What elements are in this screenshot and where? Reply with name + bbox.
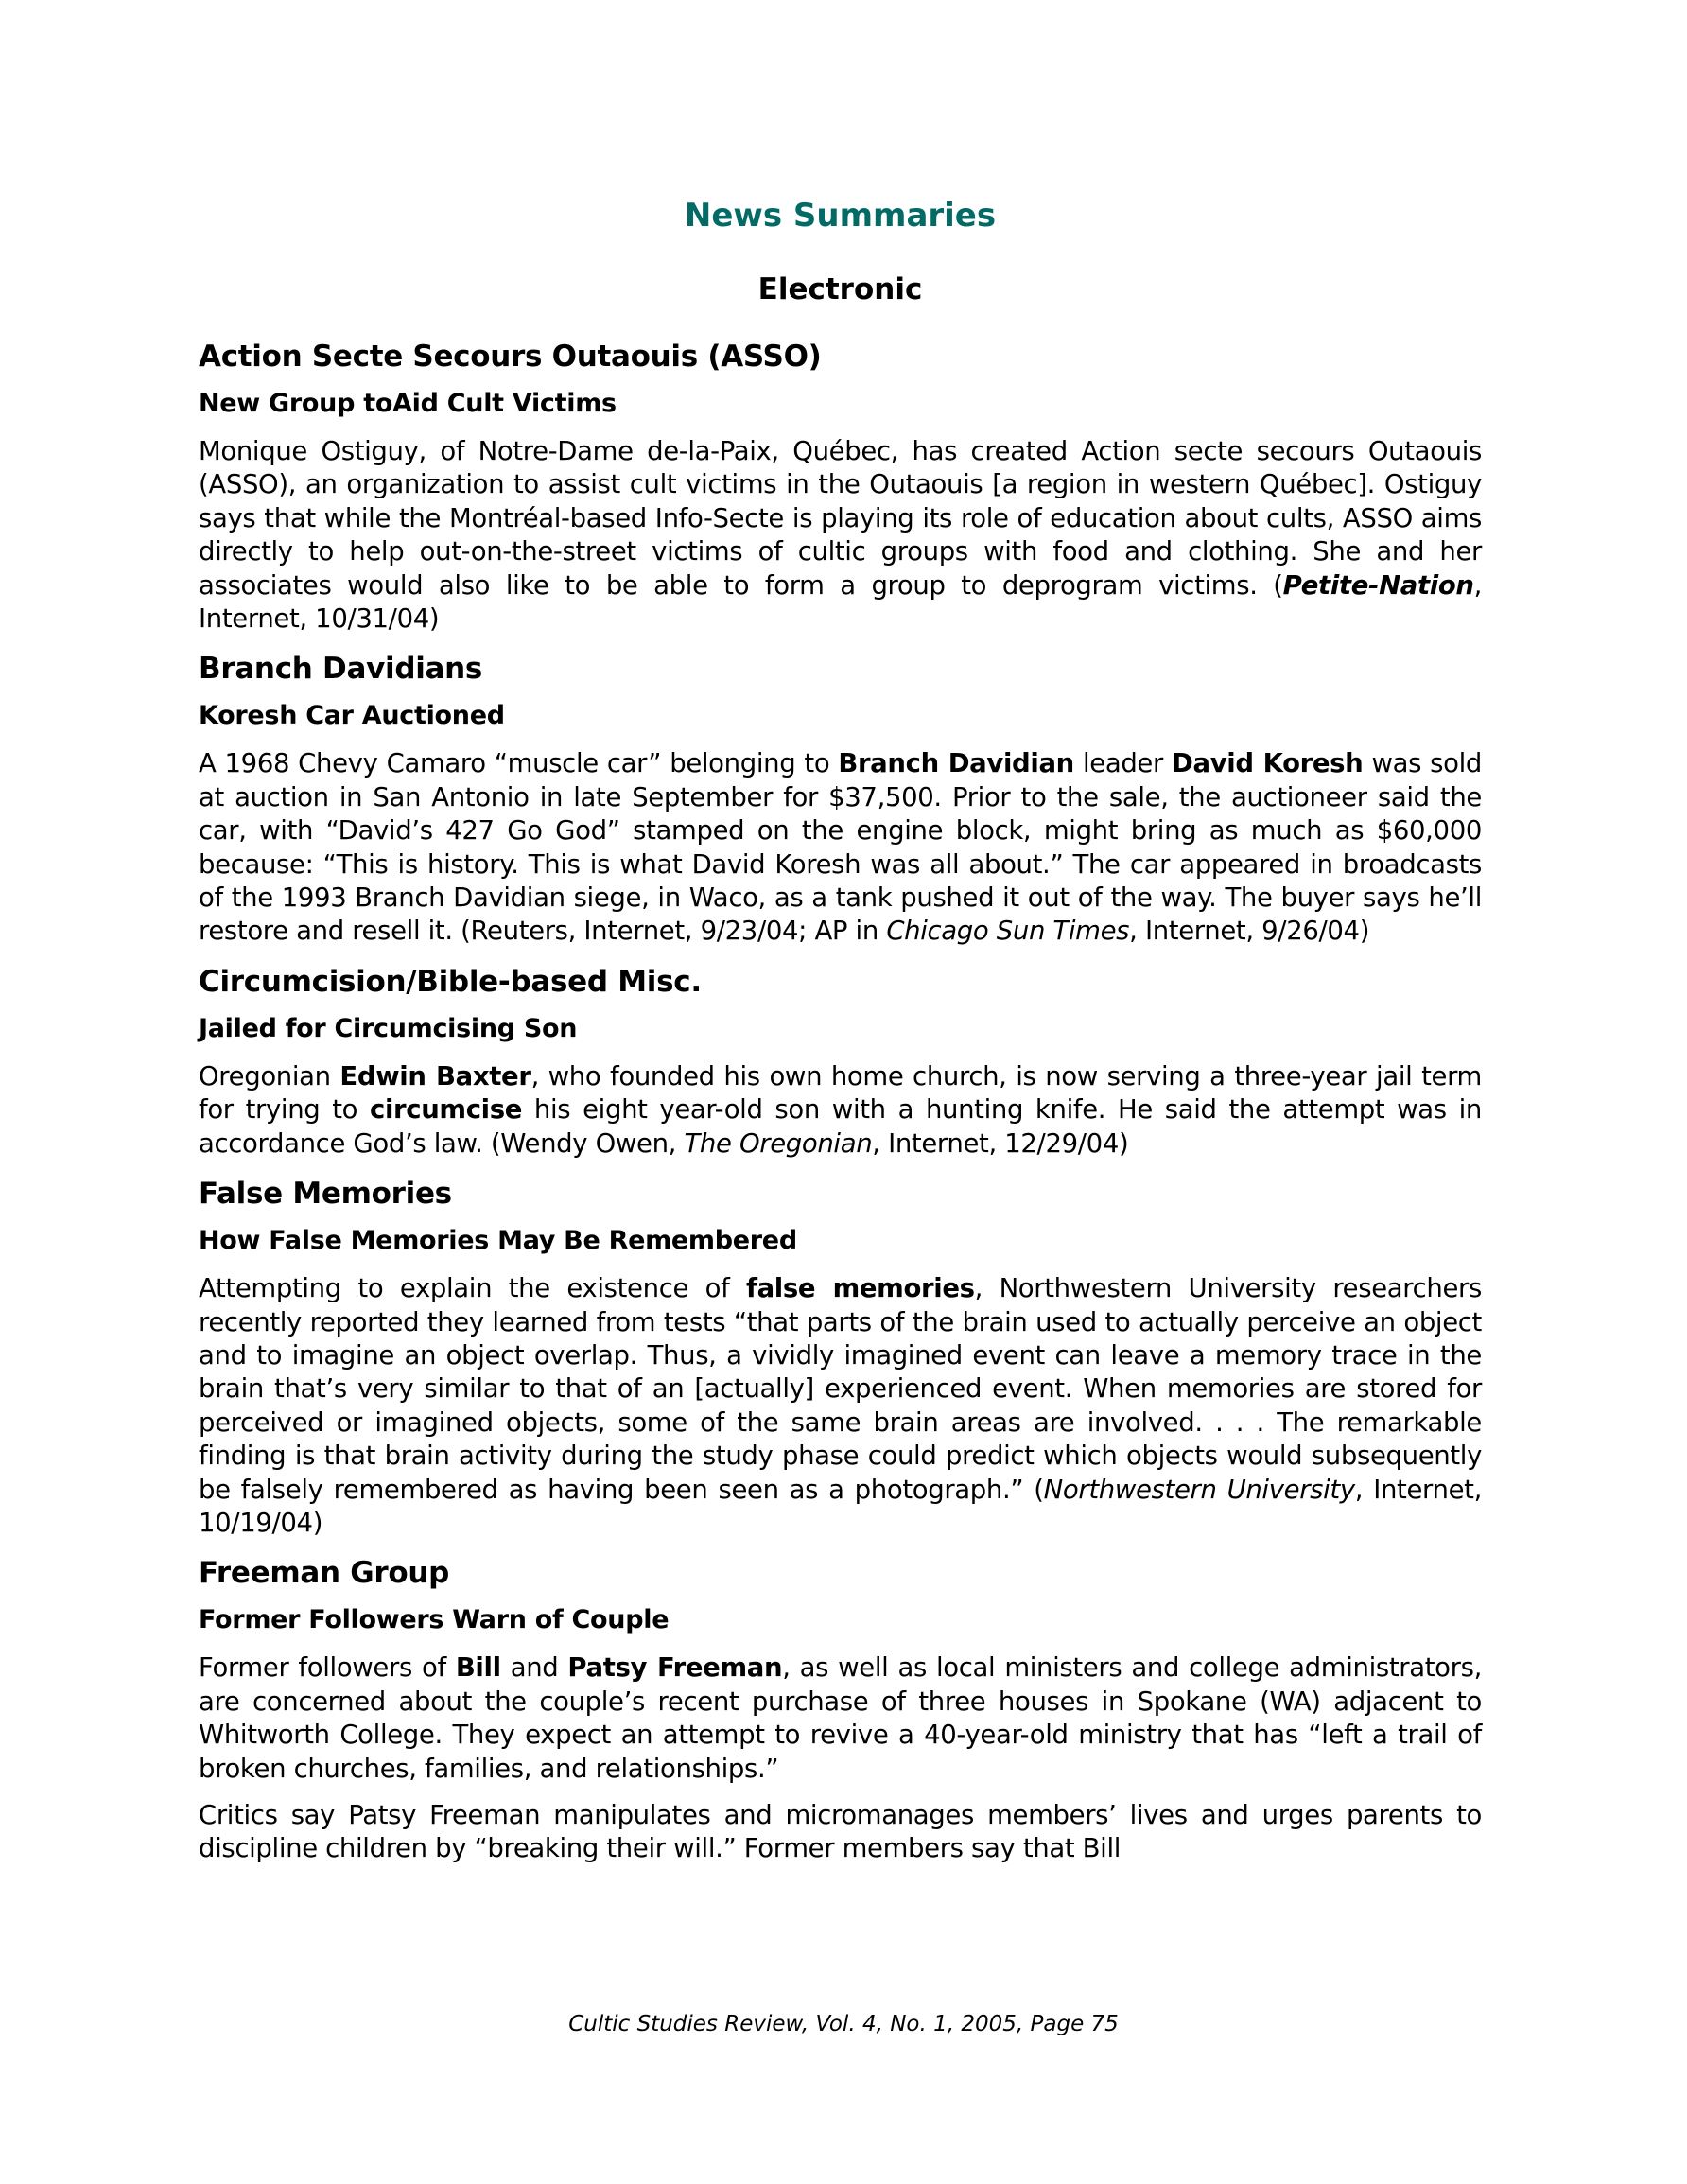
section-heading: Freeman Group xyxy=(199,1556,450,1591)
paragraph-text: , Internet, 10/31/04) xyxy=(199,569,1482,635)
article-headline: Jailed for Circumcising Son xyxy=(199,1013,578,1043)
paragraph-text: Former followers of xyxy=(199,1652,456,1684)
article-headline: New Group toAid Cult Victims xyxy=(199,389,617,418)
emphasized-term: Patsy Freeman xyxy=(567,1652,783,1684)
source-citation: The Oregonian xyxy=(684,1127,873,1159)
article-list xyxy=(199,337,1482,1879)
source-citation: Petite-Nation xyxy=(1282,569,1474,601)
article-headline: Koresh Car Auctioned xyxy=(199,701,505,731)
article-headline: How False Memories May Be Remembered xyxy=(199,1226,797,1256)
source-citation: Chicago Sun Times xyxy=(886,916,1130,947)
section-heading: Branch Davidians xyxy=(199,652,483,687)
article-paragraph xyxy=(199,1060,1482,1161)
news-section xyxy=(199,1553,1482,1865)
paragraph-text: Oregonian xyxy=(199,1060,340,1092)
article-headline: Former Followers Warn of Couple xyxy=(199,1605,670,1635)
paragraph-text: Monique Ostiguy, of Notre-Dame de-la-Paix, Québec, has created Action secte secours Outaouis (ASSO), an organization to assist cult victims in the Outaouis [a region in western Québec]. Ostiguy says that while the Montréal-based Info-Secte is playing its role of education about cults, ASSO aims directly to help out-on-the-street victims of cultic groups with food and clothing. She and her associates would also like to be able to form a group to deprogram victims. ( xyxy=(199,436,1482,601)
paragraph-text: Attempting to explain the existence of xyxy=(199,1273,746,1304)
paragraph-text: and xyxy=(500,1652,568,1684)
emphasized-term: Edwin Baxter xyxy=(339,1060,531,1092)
article-paragraph xyxy=(199,1651,1482,1786)
page-subtitle: Electronic xyxy=(757,272,923,306)
paragraph-text: Critics say Patsy Freeman manipulates and micromanages members’ lives and urges parents to discipline children by “breaking their will.” Former members say that Bill xyxy=(199,1799,1482,1864)
page-footer: Cultic Studies Review, Vol. 4, No. 1, 2005, Page 75 xyxy=(568,2012,1119,2036)
paragraph-text: , Northwestern University researchers recently reported they learned from tests “that parts of the brain used to actually perceive an object and to imagine an object overlap. Thus, a vividly imagined event can leave a memory trace in the brain that’s very similar to that of an [actually] experienced event. When memories are stored for perceived or imagined objects, some of the same brain areas are involved. . . . The remarkable finding is that brain activity during the study phase could predict which objects would subsequently be falsely remembered as having been seen as a photograph.” ( xyxy=(199,1273,1482,1505)
news-section xyxy=(199,337,1482,636)
paragraph-text: , who founded his own home church, is now serving a three-year jail term for trying to xyxy=(199,1060,1482,1126)
emphasized-term: Bill xyxy=(455,1652,501,1684)
emphasized-term: David Koresh xyxy=(1172,748,1364,779)
news-section xyxy=(199,1174,1482,1540)
news-section xyxy=(199,649,1482,948)
source-citation: Northwestern University xyxy=(1043,1474,1355,1505)
emphasized-term: Branch Davidian xyxy=(838,748,1074,779)
section-heading: Circumcision/Bible-based Misc. xyxy=(199,964,702,999)
emphasized-term: false memories xyxy=(745,1273,975,1304)
paragraph-text: his eight year-old son with a hunting knife. He said the attempt was in accordance God’s law. (Wendy Owen, xyxy=(199,1094,1482,1159)
article-paragraph xyxy=(199,1799,1482,1866)
paragraph-text: , Internet, 9/26/04) xyxy=(1129,916,1370,947)
paragraph-text: , as well as local ministers and college administrators, are concerned about the couple’s recent purchase of three houses in Spokane (WA) adjacent to Whitworth College. They expect an attempt to revive a 40-year-old ministry that has “left a trail of broken churches, families, and relationships.” xyxy=(199,1652,1482,1784)
news-section xyxy=(199,962,1482,1161)
section-heading: False Memories xyxy=(199,1177,452,1212)
article-paragraph xyxy=(199,1272,1482,1540)
paragraph-text: A 1968 Chevy Camaro “muscle car” belonging to xyxy=(199,748,839,779)
emphasized-term: circumcise xyxy=(370,1094,523,1126)
paragraph-text: , Internet, 12/29/04) xyxy=(872,1127,1129,1159)
article-paragraph xyxy=(199,747,1482,948)
page-title: News Summaries xyxy=(684,197,997,235)
section-heading: Action Secte Secours Outaouis (ASSO) xyxy=(199,340,822,374)
paragraph-text: , Internet, 10/19/04) xyxy=(199,1474,1482,1538)
paragraph-text: was sold at auction in San Antonio in late September for $37,500. Prior to the sale, the auctioneer said the car, with “David’s 427 Go God” stamped on the engine block, might bring as much as $60,000 because: “This is history. This is what David Koresh was all about.” The car appeared in broadcasts of the 1993 Branch Davidian siege, in Waco, as a tank pushed it out of the way. The buyer says he’ll restore and resell it. (Reuters, Internet, 9/23/04; AP in xyxy=(199,748,1482,947)
paragraph-text: leader xyxy=(1073,748,1173,779)
article-paragraph xyxy=(199,435,1482,636)
